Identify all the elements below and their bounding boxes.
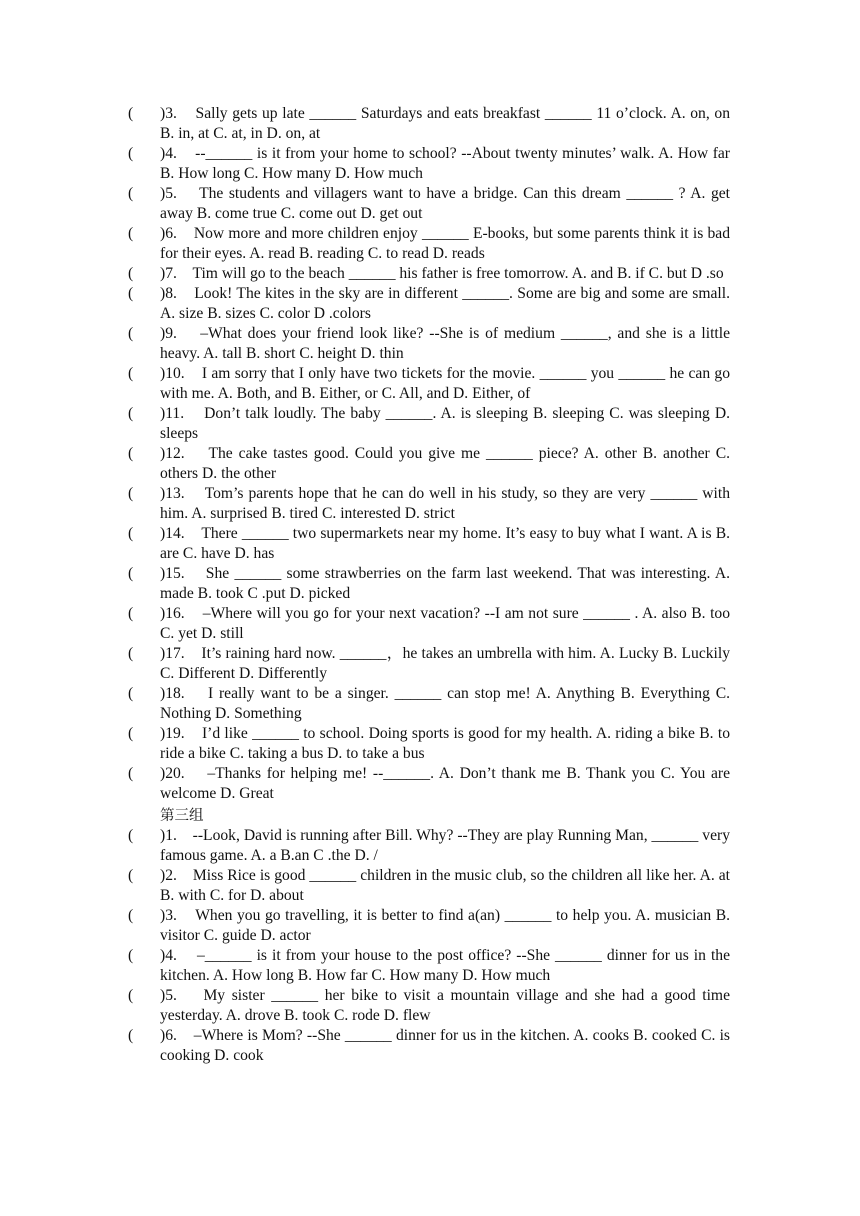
question-item [0, 644, 730, 684]
answer-paren: ( [128, 365, 134, 382]
question-item [0, 946, 730, 986]
question-item [0, 684, 730, 724]
question-number: )12. [160, 445, 185, 462]
question-text: I really want to be a singer. ______ can stop me! A. Anything B. Everything C. Nothing D. Something [160, 685, 730, 722]
section-heading: 第三组 [160, 808, 204, 824]
question-number: )4. [160, 145, 177, 162]
question-item [0, 564, 730, 604]
answer-paren: ( [128, 285, 134, 302]
worksheet-page [0, 104, 860, 1066]
question-number: )3. [160, 907, 177, 924]
question-text: When you go travelling, it is better to find a(an) ______ to help you. A. musician B. visitor C. guide D. actor [160, 907, 731, 944]
question-item [0, 284, 730, 324]
question-group-3 [0, 826, 860, 1066]
question-item [0, 444, 730, 484]
answer-paren: ( [128, 1027, 134, 1044]
question-number: )1. [160, 827, 177, 844]
question-number: )6. [160, 1027, 177, 1044]
question-number: )10. [160, 365, 185, 382]
question-item [0, 264, 730, 284]
question-text: –Thanks for helping me! --______. A. Don’t thank me B. Thank you C. You are welcome D. Great [160, 765, 730, 802]
question-item [0, 184, 730, 224]
question-text: She ______ some strawberries on the farm last weekend. That was interesting. A. made B. took C .put D. picked [160, 565, 731, 602]
question-item [0, 826, 730, 866]
question-text: It’s raining hard now. ______，he takes an umbrella with him. A. Lucky B. Luckily C. Different D. Differently [160, 645, 730, 682]
question-text: --Look, David is running after Bill. Why? --They are play Running Man, ______ very famous game. A. a B.an C .the D. / [160, 827, 730, 864]
question-number: )4. [160, 947, 177, 964]
question-text: There ______ two supermarkets near my home. It’s easy to buy what I want. A is B. are C. have D. has [160, 525, 731, 562]
question-text: –______ is it from your house to the post office? --She ______ dinner for us in the kitchen. A. How long B. How far C. How many D. How much [160, 947, 730, 984]
answer-paren: ( [128, 765, 134, 782]
question-text: Sally gets up late ______ Saturdays and eats breakfast ______ 11 o’clock. A. on, on B. in, at C. at, in D. on, at [160, 105, 730, 142]
question-item [0, 604, 730, 644]
question-item [0, 986, 730, 1026]
question-item [0, 724, 730, 764]
question-item [0, 906, 730, 946]
question-text: Don’t talk loudly. The baby ______. A. is sleeping B. sleeping C. was sleeping D. sleeps [160, 405, 731, 442]
question-text: I’d like ______ to school. Doing sports is good for my health. A. riding a bike B. to ride a bike C. taking a bus D. to take a bus [160, 725, 731, 762]
question-number: )20. [160, 765, 185, 782]
answer-paren: ( [128, 145, 134, 162]
question-number: )11. [160, 405, 185, 422]
answer-paren: ( [128, 265, 134, 282]
answer-paren: ( [128, 565, 134, 582]
question-number: )13. [160, 485, 185, 502]
answer-paren: ( [128, 947, 134, 964]
question-text: –Where is Mom? --She ______ dinner for us in the kitchen. A. cooks B. cooked C. is cooking D. cook [160, 1027, 730, 1064]
answer-paren: ( [128, 225, 134, 242]
question-item [0, 404, 730, 444]
question-text: The students and villagers want to have a bridge. Can this dream ______ ? A. get away B. come true C. come out D. get out [160, 185, 731, 222]
question-text: Tim will go to the beach ______ his father is free tomorrow. A. and B. if C. but D .so [192, 265, 724, 282]
question-number: )2. [160, 867, 177, 884]
question-item [0, 866, 730, 906]
question-number: )19. [160, 725, 185, 742]
question-number: )9. [160, 325, 177, 342]
question-number: )15. [160, 565, 185, 582]
question-number: )14. [160, 525, 185, 542]
answer-paren: ( [128, 987, 134, 1004]
question-text: Look! The kites in the sky are in different ______. Some are big and some are small. A. size B. sizes C. color D .colors [160, 285, 730, 322]
question-item [0, 104, 730, 144]
question-text: The cake tastes good. Could you give me ______ piece? A. other B. another C. others D. the other [160, 445, 730, 482]
question-item [0, 364, 730, 404]
answer-paren: ( [128, 605, 134, 622]
question-number: )18. [160, 685, 185, 702]
question-text: –What does your friend look like? --She is of medium ______, and she is a little heavy. A. tall B. short C. height D. thin [160, 325, 730, 362]
answer-paren: ( [128, 405, 134, 422]
question-number: )7. [160, 265, 177, 282]
question-text: Miss Rice is good ______ children in the music club, so the children all like her. A. at B. with C. for D. about [160, 867, 731, 904]
answer-paren: ( [128, 325, 134, 342]
answer-paren: ( [128, 685, 134, 702]
question-number: )16. [160, 605, 185, 622]
question-number: )17. [160, 645, 185, 662]
answer-paren: ( [128, 445, 134, 462]
question-text: --______ is it from your home to school? --About twenty minutes’ walk. A. How far B. How long C. How many D. How much [160, 145, 731, 182]
answer-paren: ( [128, 867, 134, 884]
question-item [0, 324, 730, 364]
answer-paren: ( [128, 725, 134, 742]
question-text: My sister ______ her bike to visit a mountain village and she had a good time yesterday. A. drove B. took C. rode D. flew [160, 987, 730, 1024]
answer-paren: ( [128, 185, 134, 202]
question-item [0, 484, 730, 524]
question-item [0, 1026, 730, 1066]
question-text: –Where will you go for your next vacation? --I am not sure ______ . A. also B. too C. yet D. still [160, 605, 731, 642]
question-item [0, 524, 730, 564]
answer-paren: ( [128, 645, 134, 662]
question-number: )5. [160, 185, 177, 202]
question-group-2 [0, 104, 860, 804]
answer-paren: ( [128, 525, 134, 542]
question-number: )8. [160, 285, 177, 302]
answer-paren: ( [128, 907, 134, 924]
question-item [0, 224, 730, 264]
question-number: )5. [160, 987, 177, 1004]
question-text: Tom’s parents hope that he can do well in his study, so they are very ______ with him. A. surprised B. tired C. interested D. strict [160, 485, 730, 522]
question-number: )6. [160, 225, 177, 242]
question-text: Now more and more children enjoy ______ E-books, but some parents think it is bad for their eyes. A. read B. reading C. to read D. reads [160, 225, 731, 262]
answer-paren: ( [128, 105, 134, 122]
answer-paren: ( [128, 827, 134, 844]
question-number: )3. [160, 105, 177, 122]
question-item [0, 764, 730, 804]
question-item [0, 144, 730, 184]
question-text: I am sorry that I only have two tickets for the movie. ______ you ______ he can go with me. A. Both, and B. Either, or C. All, and D. Either, of [160, 365, 730, 402]
answer-paren: ( [128, 485, 134, 502]
